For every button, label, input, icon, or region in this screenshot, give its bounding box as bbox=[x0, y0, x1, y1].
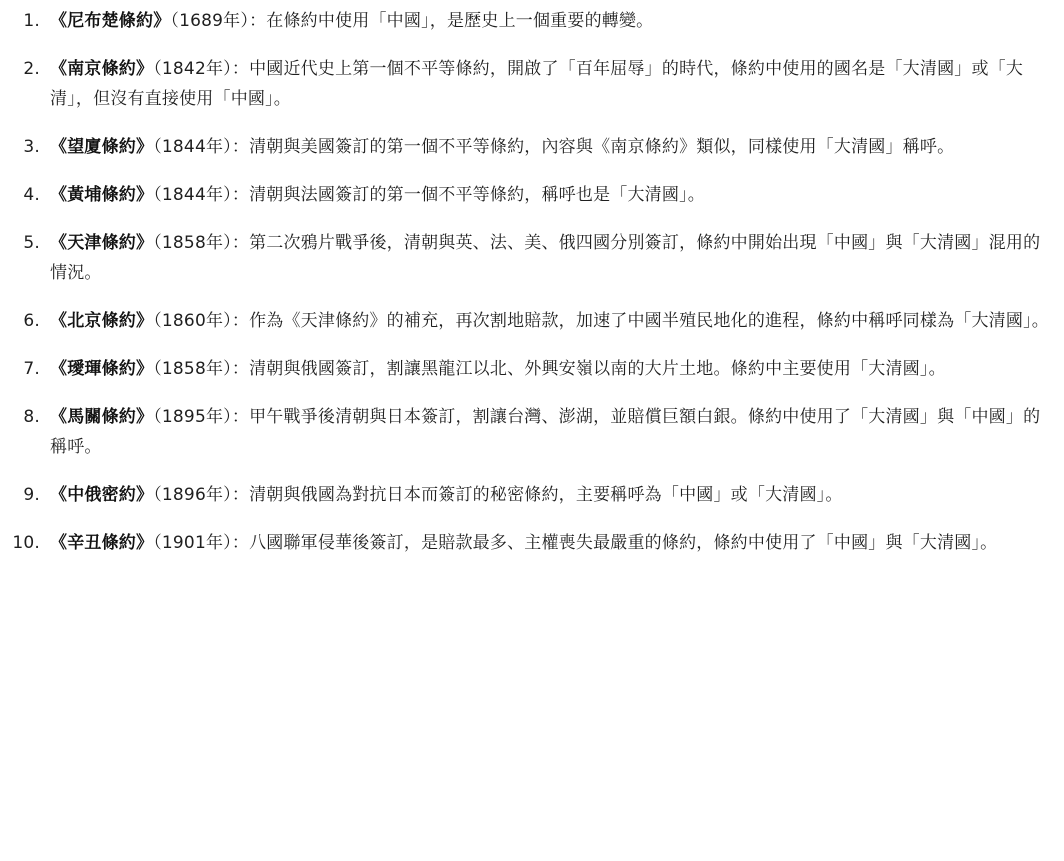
treaty-name: 《望廈條約》 bbox=[50, 137, 154, 157]
treaty-year: （1689年） bbox=[170, 11, 250, 31]
treaty-description: ：第二次鴉片戰爭後，清朝與英、法、美、俄四國分別簽訂，條約中開始出現「中國」與「大清國」混用的情況。 bbox=[50, 233, 1041, 283]
list-item bbox=[0, 306, 1064, 336]
treaty-description: ：清朝與俄國為對抗日本而簽訂的秘密條約，主要稱呼為「中國」或「大清國」。 bbox=[231, 485, 843, 505]
list-item bbox=[0, 354, 1064, 384]
treaty-year: （1860年） bbox=[153, 311, 232, 331]
treaty-list bbox=[0, 6, 1064, 558]
treaty-year: （1844年） bbox=[153, 185, 232, 205]
treaty-description: ：作為《天津條約》的補充，再次割地賠款，加速了中國半殖民地化的進程，條約中稱呼同樣為「大清國」。 bbox=[231, 311, 1049, 331]
treaty-description: ：清朝與俄國簽訂，割讓黑龍江以北、外興安嶺以南的大片土地。條約中主要使用「大清國」。 bbox=[231, 359, 946, 379]
treaty-description: ：清朝與法國簽訂的第一個不平等條約，稱呼也是「大清國」。 bbox=[231, 185, 705, 205]
list-item bbox=[0, 402, 1064, 462]
item-number: 3. bbox=[23, 137, 40, 157]
treaty-name: 《中俄密約》 bbox=[50, 485, 154, 505]
list-item bbox=[0, 480, 1064, 510]
item-number: 9. bbox=[23, 485, 40, 505]
treaty-name: 《黃埔條約》 bbox=[50, 185, 154, 205]
item-number: 4. bbox=[23, 185, 40, 205]
treaty-description: ：八國聯軍侵華後簽訂，是賠款最多、主權喪失最嚴重的條約，條約中使用了「中國」與「大清國」。 bbox=[231, 533, 998, 553]
treaty-year: （1895年） bbox=[153, 407, 232, 427]
list-item bbox=[0, 54, 1064, 114]
treaty-name: 《璦琿條約》 bbox=[50, 359, 154, 379]
treaty-year: （1901年） bbox=[153, 533, 232, 553]
treaty-year: （1896年） bbox=[153, 485, 232, 505]
list-item bbox=[0, 228, 1064, 288]
list-item bbox=[0, 6, 1064, 36]
treaty-name: 《南京條約》 bbox=[50, 59, 154, 79]
treaty-name: 《北京條約》 bbox=[50, 311, 154, 331]
item-number: 1. bbox=[23, 11, 40, 31]
treaty-description: ：甲午戰爭後清朝與日本簽訂，割讓台灣、澎湖，並賠償巨額白銀。條約中使用了「大清國」與「中國」的稱呼。 bbox=[50, 407, 1041, 457]
treaty-year: （1842年） bbox=[153, 59, 232, 79]
treaty-name: 《尼布楚條約》 bbox=[50, 11, 171, 31]
item-number: 7. bbox=[23, 359, 40, 379]
treaty-year: （1858年） bbox=[153, 359, 232, 379]
treaty-year: （1858年） bbox=[153, 233, 232, 253]
treaty-name: 《馬關條約》 bbox=[50, 407, 154, 427]
item-number: 6. bbox=[23, 311, 40, 331]
item-number: 8. bbox=[23, 407, 40, 427]
treaty-description: ：中國近代史上第一個不平等條約，開啟了「百年屈辱」的時代，條約中使用的國名是「大清國」或「大清」，但沒有直接使用「中國」。 bbox=[50, 59, 1024, 109]
item-number: 10. bbox=[12, 533, 40, 553]
treaty-year: （1844年） bbox=[153, 137, 232, 157]
list-item bbox=[0, 132, 1064, 162]
treaty-description: ：清朝與美國簽訂的第一個不平等條約，內容與《南京條約》類似，同樣使用「大清國」稱呼。 bbox=[231, 137, 955, 157]
item-number: 2. bbox=[23, 59, 40, 79]
list-item bbox=[0, 180, 1064, 210]
treaty-description: ：在條約中使用「中國」，是歷史上一個重要的轉變。 bbox=[249, 11, 654, 31]
item-number: 5. bbox=[23, 233, 40, 253]
treaty-name: 《天津條約》 bbox=[50, 233, 154, 253]
treaty-name: 《辛丑條約》 bbox=[50, 533, 154, 553]
list-item bbox=[0, 528, 1064, 558]
